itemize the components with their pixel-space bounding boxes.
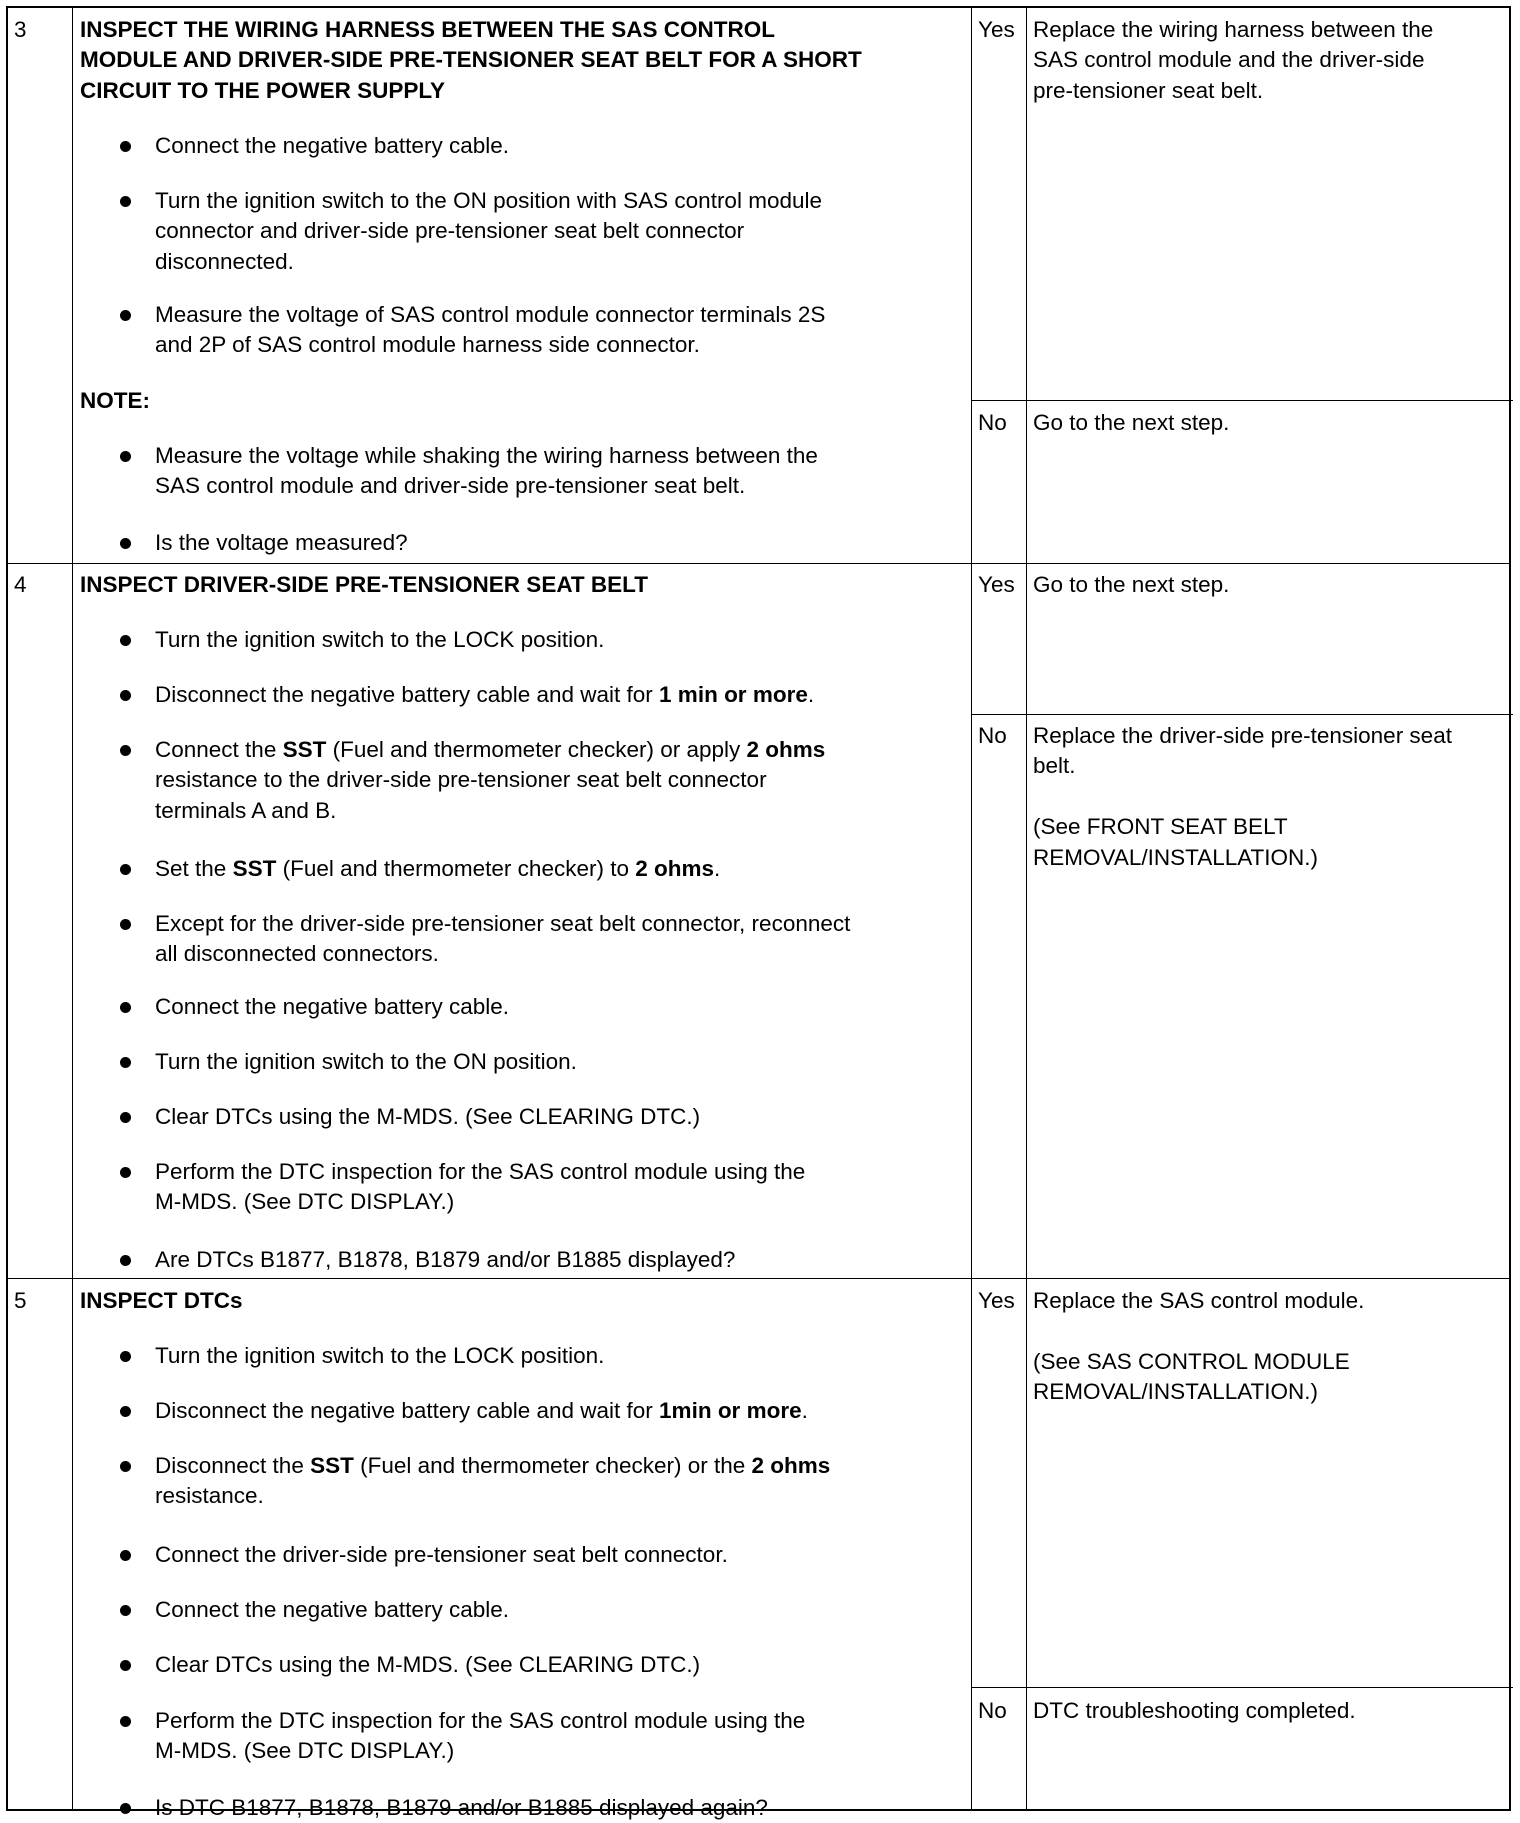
emphasis: SST <box>232 856 277 881</box>
step-5-number: 5 <box>14 1288 27 1313</box>
bullet-dot <box>120 1057 131 1068</box>
bullet-dot <box>120 310 131 321</box>
step-4-instruction: resistance to the driver-side pre-tensioner seat belt connector <box>155 767 767 793</box>
yes-no-divider <box>971 714 1513 715</box>
bullet-dot <box>120 1351 131 1362</box>
step-3-yes-result: pre-tensioner seat belt. <box>1033 77 1264 103</box>
bullet-dot <box>120 1112 131 1123</box>
bullet-dot <box>120 1461 131 1472</box>
bullet-dot <box>120 196 131 207</box>
step-5-instruction: Is DTC B1877, B1878, B1879 and/or B1885 displayed again? <box>155 1795 768 1820</box>
step-4-yes-result: Go to the next step. <box>1033 572 1230 597</box>
step-3-instruction: and 2P of SAS control module harness side connector. <box>155 332 700 358</box>
bullet-dot <box>120 1803 131 1814</box>
step-5-yes-result: (See SAS CONTROL MODULE <box>1033 1348 1350 1374</box>
step-4-instruction: Connect the SST (Fuel and thermometer checker) or apply 2 ohms <box>155 737 826 762</box>
step-4-instruction: Turn the ignition switch to the ON position. <box>155 1049 577 1074</box>
step-4-instruction: terminals A and B. <box>155 797 337 823</box>
step-4-instruction: all disconnected connectors. <box>155 941 439 967</box>
step-4-no-result: (See FRONT SEAT BELT <box>1033 814 1288 840</box>
bullet-dot <box>120 690 131 701</box>
step-4-title: INSPECT DRIVER-SIDE PRE-TENSIONER SEAT BELT <box>80 572 648 597</box>
step-3-title: CIRCUIT TO THE POWER SUPPLY <box>80 77 446 103</box>
step-4-no-result: Replace the driver-side pre-tensioner seat <box>1033 723 1452 748</box>
step-5-instruction: Connect the negative battery cable. <box>155 1597 509 1622</box>
yes-no-divider <box>971 400 1513 401</box>
emphasis: 1 min or more <box>659 682 808 707</box>
step-5-yes-label: Yes <box>978 1288 1015 1313</box>
step-3-instruction: Turn the ignition switch to the ON position with SAS control module <box>155 188 822 213</box>
bullet-dot <box>120 1255 131 1266</box>
step-4-yes-label: Yes <box>978 572 1015 597</box>
step-4-no-result: belt. <box>1033 753 1076 779</box>
row-divider <box>8 563 1509 564</box>
bullet-dot <box>120 1660 131 1671</box>
emphasis: 1min or more <box>659 1398 802 1423</box>
step-3-no-label: No <box>978 410 1007 435</box>
bullet-dot <box>120 451 131 462</box>
step-4-instruction: Disconnect the negative battery cable and wait for 1 min or more. <box>155 682 815 707</box>
emphasis: 2 ohms <box>751 1453 831 1478</box>
step-4-instruction: M-MDS. (See DTC DISPLAY.) <box>155 1189 455 1215</box>
step-4-instruction: Are DTCs B1877, B1878, B1879 and/or B1885 displayed? <box>155 1247 736 1272</box>
column-divider <box>72 8 73 1809</box>
step-3-no-result: Go to the next step. <box>1033 410 1230 435</box>
emphasis: 2 ohms <box>746 737 826 762</box>
step-3-yes-label: Yes <box>978 17 1015 42</box>
step-3-title: MODULE AND DRIVER-SIDE PRE-TENSIONER SEAT BELT FOR A SHORT <box>80 47 862 73</box>
column-divider <box>971 8 972 1809</box>
bullet-dot <box>120 538 131 549</box>
step-3-instruction: SAS control module and driver-side pre-tensioner seat belt. <box>155 473 746 499</box>
step-5-instruction: Turn the ignition switch to the LOCK position. <box>155 1343 605 1368</box>
step-5-no-result: DTC troubleshooting completed. <box>1033 1698 1356 1723</box>
step-5-instruction: resistance. <box>155 1483 264 1509</box>
step-5-yes-result: REMOVAL/INSTALLATION.) <box>1033 1379 1319 1405</box>
bullet-dot <box>120 635 131 646</box>
step-3-yes-result: SAS control module and the driver-side <box>1033 47 1425 73</box>
bullet-dot <box>120 1605 131 1616</box>
bullet-dot <box>120 1550 131 1561</box>
bullet-dot <box>120 1716 131 1727</box>
step-3-yes-result: Replace the wiring harness between the <box>1033 17 1434 42</box>
step-3-number: 3 <box>14 17 27 42</box>
step-5-instruction: Connect the driver-side pre-tensioner seat belt connector. <box>155 1542 728 1567</box>
step-3-title: INSPECT THE WIRING HARNESS BETWEEN THE SAS CONTROL <box>80 17 776 42</box>
step-3-instruction: connector and driver-side pre-tensioner seat belt connector <box>155 218 745 244</box>
row-divider <box>8 1278 1509 1279</box>
step-3-note-label: NOTE: <box>80 388 150 413</box>
bullet-dot <box>120 1167 131 1178</box>
bullet-dot <box>120 919 131 930</box>
bullet-dot <box>120 1406 131 1417</box>
step-3-instruction: Is the voltage measured? <box>155 530 408 555</box>
column-divider <box>1026 8 1027 1809</box>
step-4-instruction: Set the SST (Fuel and thermometer checker) to 2 ohms. <box>155 856 721 881</box>
step-3-instruction: disconnected. <box>155 248 294 274</box>
step-3-instruction: Measure the voltage while shaking the wiring harness between the <box>155 443 818 468</box>
bullet-dot <box>120 1002 131 1013</box>
step-5-instruction: Disconnect the SST (Fuel and thermometer checker) or the 2 ohms <box>155 1453 831 1478</box>
bullet-dot <box>120 141 131 152</box>
step-3-instruction: Measure the voltage of SAS control module connector terminals 2S <box>155 302 826 327</box>
bullet-dot <box>120 864 131 875</box>
step-4-no-result: REMOVAL/INSTALLATION.) <box>1033 844 1319 870</box>
step-5-instruction: Clear DTCs using the M-MDS. (See CLEARING DTC.) <box>155 1652 701 1677</box>
step-4-number: 4 <box>14 572 27 597</box>
yes-no-divider <box>971 1687 1513 1688</box>
step-3-instruction: Connect the negative battery cable. <box>155 133 509 158</box>
step-5-instruction: Disconnect the negative battery cable and wait for 1min or more. <box>155 1398 808 1423</box>
step-5-instruction: Perform the DTC inspection for the SAS control module using the <box>155 1708 806 1733</box>
step-4-instruction: Turn the ignition switch to the LOCK position. <box>155 627 605 652</box>
step-4-instruction: Perform the DTC inspection for the SAS control module using the <box>155 1159 806 1184</box>
step-5-no-label: No <box>978 1698 1007 1723</box>
step-5-title: INSPECT DTCs <box>80 1288 243 1313</box>
emphasis: 2 ohms <box>635 856 714 881</box>
step-5-instruction: M-MDS. (See DTC DISPLAY.) <box>155 1738 455 1764</box>
bullet-dot <box>120 745 131 756</box>
step-4-instruction: Except for the driver-side pre-tensioner seat belt connector, reconnect <box>155 911 851 936</box>
emphasis: SST <box>310 1453 354 1478</box>
troubleshooting-table <box>6 6 1511 1820</box>
step-4-instruction: Connect the negative battery cable. <box>155 994 509 1019</box>
emphasis: SST <box>282 737 327 762</box>
step-4-instruction: Clear DTCs using the M-MDS. (See CLEARING DTC.) <box>155 1104 701 1129</box>
step-5-yes-result: Replace the SAS control module. <box>1033 1288 1365 1313</box>
step-4-no-label: No <box>978 723 1007 748</box>
